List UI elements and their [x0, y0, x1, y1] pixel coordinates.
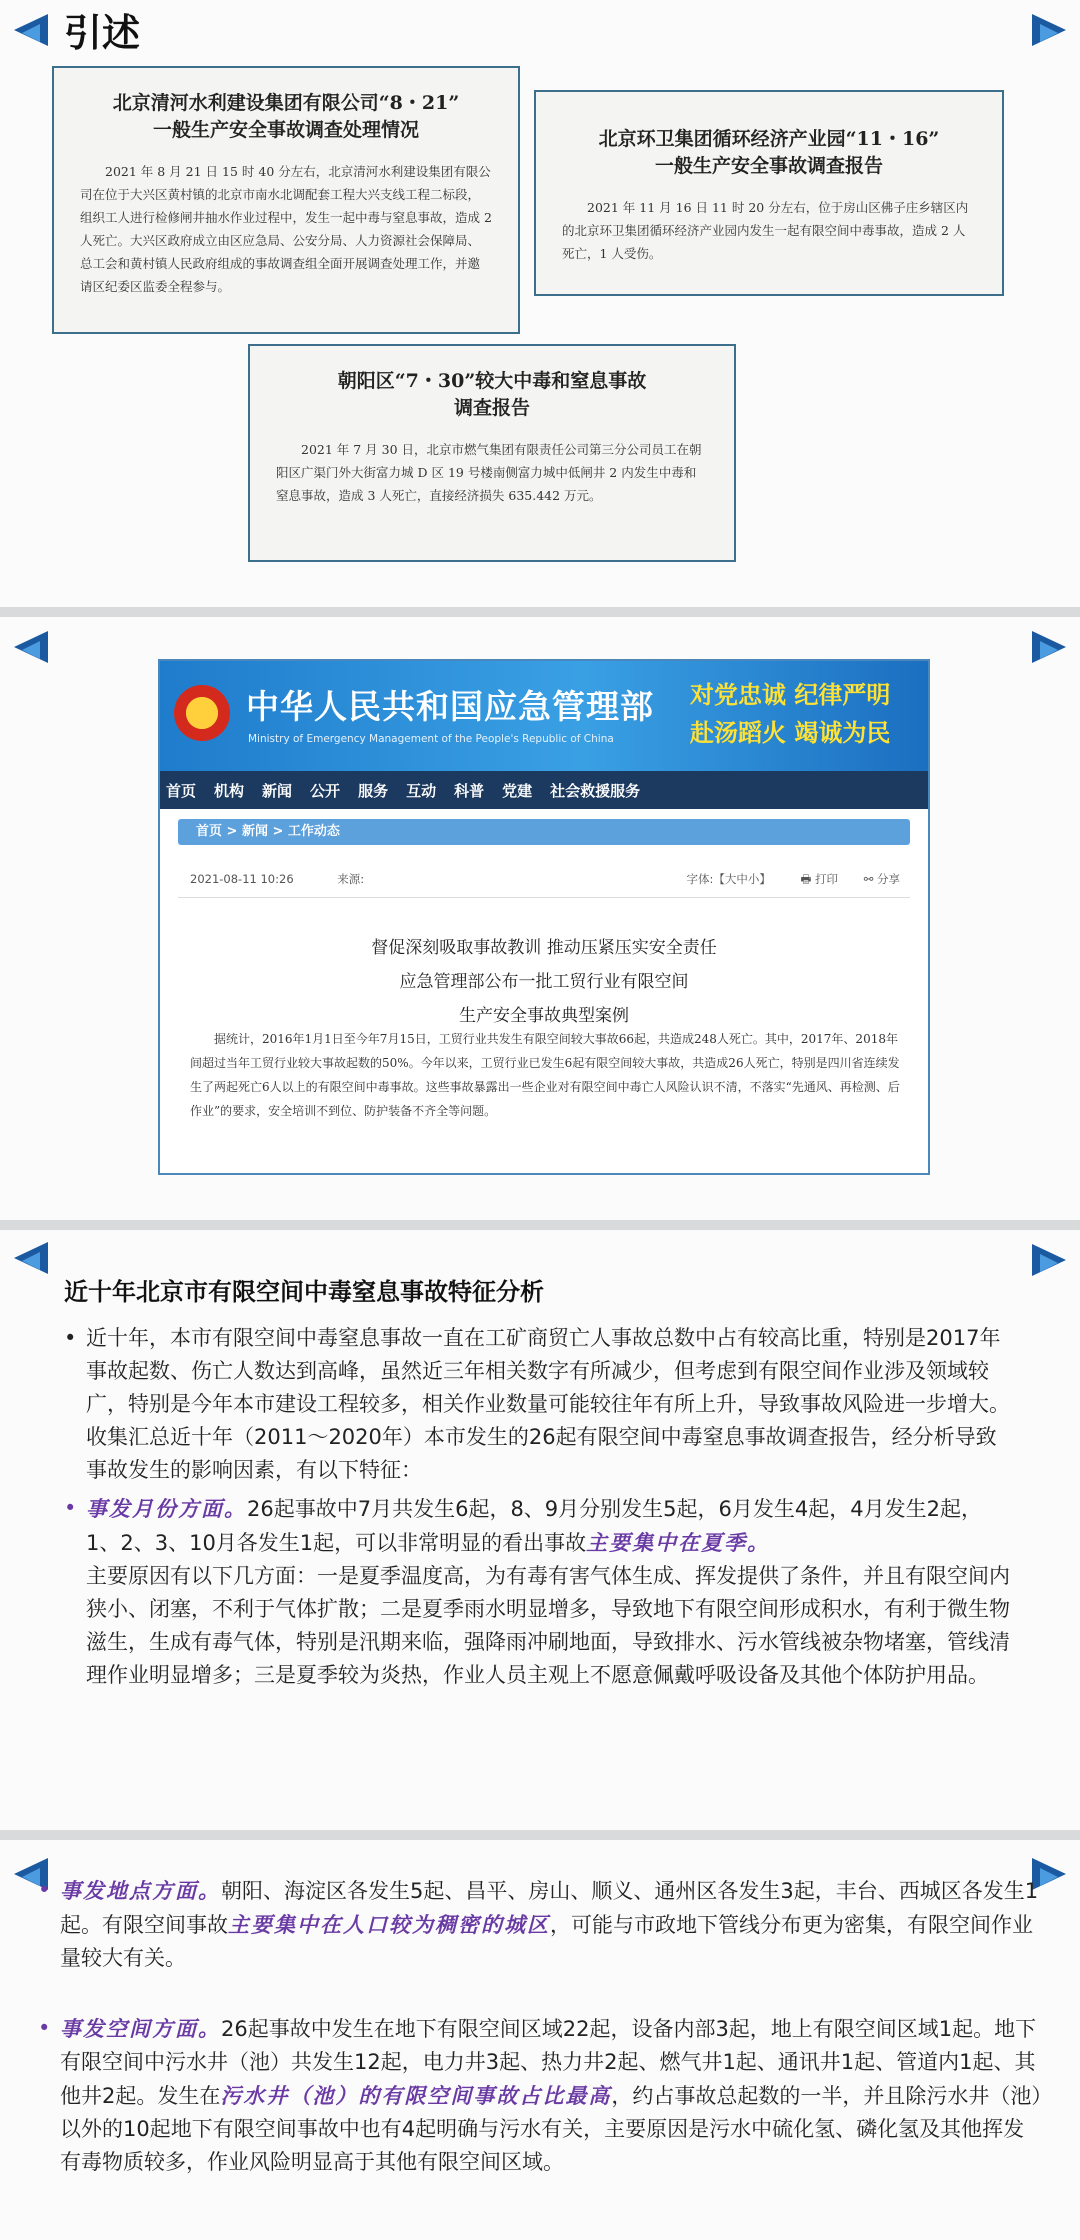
slogan-line-1: 对党忠诚 纪律严明 — [690, 680, 891, 709]
nav-item[interactable]: 首页 — [166, 781, 197, 800]
highlight-text: 污水井（池）的有限空间事故占比最高 — [220, 2083, 612, 2108]
print-link[interactable]: 打印 — [815, 872, 839, 886]
font-size-control[interactable]: 字体:【大中小】 — [686, 872, 771, 886]
case-card-qinghe — [52, 66, 520, 334]
slogan-line-2: 赴汤蹈火 竭诚为民 — [690, 718, 891, 747]
article-title-line-1: 督促深刻吸取事故教训 推动压紧压实安全责任 — [371, 938, 717, 958]
slide-title: 引述 — [64, 11, 141, 55]
case-card-chaoyang — [248, 344, 736, 562]
source-label: 来源: — [337, 872, 365, 886]
article-meta — [190, 871, 900, 887]
arrow-right-icon — [1032, 631, 1066, 663]
nav-item[interactable]: 党建 — [502, 781, 533, 800]
breadcrumb[interactable]: 首页 > 新闻 > 工作动态 — [178, 819, 910, 845]
location-paragraph: • 事发地点方面。朝阳、海淀区各发生5起、昌平、房山、顺义、通州区各发生3起，丰台、西城区各发生1起。有限空间事故主要集中在人口较为稠密的城区，可能与市政地下管线分布更为密集，有限空间作业量较大有关。 — [60, 1874, 1045, 1975]
arrow-left-icon — [14, 631, 48, 663]
space-paragraph: • 事发空间方面。26起事故中发生在地下有限空间区域22起，设备内部3起，地上有限空间区域1起。地下有限空间中污水井（池）共发生12起，电力井3起、热力井2起、燃气井1起、通讯井1起、管道内1起、其他井2起。发生在污水井（池）的有限空间事故占比最高，约占事故总起数的一半，并且除污水井（池）以外的10起地下有限空间事故中也有4起明确与污水有关，主要原因是污水中硫化氢、磷化氢及其他挥发有毒物质较多，作业风险明显高于其他有限空间区域。 — [60, 2012, 1045, 2179]
nav-item[interactable]: 机构 — [214, 781, 245, 800]
share-icon[interactable]: ⚯ — [863, 872, 874, 886]
nav-item[interactable]: 社会救援服务 — [550, 781, 641, 800]
article-title-line-2: 应急管理部公布一批工贸行业有限空间 — [399, 972, 689, 992]
nav-item[interactable]: 科普 — [454, 781, 485, 800]
webpage-screenshot — [158, 659, 930, 1175]
case-card-huanwei — [534, 90, 1004, 296]
arrow-right-icon — [1032, 14, 1066, 46]
card-body: 2021 年 11 月 16 日 11 时 20 分左右，位于房山区佛子庄乡辖区内的北京环卫集团循环经济产业园内发生一起有限空间中毒事故，造成 2 人死亡，1 人受伤。 — [562, 200, 969, 261]
slide-analysis-continued — [0, 1840, 1080, 2240]
site-nav — [160, 771, 928, 809]
publish-date: 2021-08-11 10:26 — [190, 872, 294, 886]
arrow-left-icon — [14, 14, 48, 46]
article-title-line-3: 生产安全事故典型案例 — [459, 1006, 629, 1026]
highlight-text: 主要集中在人口较为稠密的城区 — [228, 1912, 550, 1937]
arrow-right-icon — [1032, 1244, 1066, 1276]
printer-icon[interactable]: 🖶 — [800, 872, 812, 886]
intro-paragraph: • 近十年，本市有限空间中毒窒息事故一直在工矿商贸亡人事故总数中占有较高比重，特别是2017年事故起数、伤亡人数达到高峰，虽然近三年相关数字有所减少，但考虑到有限空间作业涉及领域较广，特别是今年本市建设工程较多，相关作业数量可能较往年有所上升，导致事故风险进一步增大。收集汇总近十年（2011～2020年）本市发生的26起有限空间中毒窒息事故调查报告，经分析导致事故发生的影响因素，有以下特征： — [86, 1322, 1016, 1487]
article-body: 据统计，2016年1月1日至今年7月15日，工贸行业共发生有限空间较大事故66起，共造成248人死亡。其中，2017年、2018年间超过当年工贸行业较大事故起数的50%。今年以来，工贸行业已发生6起有限空间较大事故，共造成26人死亡，特别是四川省连续发生了两起死亡6人以上的有限空间中毒事故。这些事故暴露出一些企业对有限空间中毒亡人风险认识不清，不落实“先通风、再检测、后作业”的要求，安全培训不到位、防护装备不齐全等问题。 — [190, 1032, 900, 1118]
nav-item[interactable]: 公开 — [310, 781, 341, 800]
bullet-icon: • — [64, 1326, 77, 1350]
month-paragraph: • 事发月份方面。26起事故中7月共发生6起，8、9月分别发生5起，6月发生4起，4月发生2起，1、2、3、10月各发生1起，可以非常明显的看出事故主要集中在夏季。 主要原因有以下几方面：一是夏季温度高，为有毒有害气体生成、挥发提供了条件，并且有限空间内狭小、闭塞，不利于气体扩散；二是夏季雨水明显增多，导致地下有限空间形成积水，有利于微生物滋生，生成有毒气体，特别是汛期来临，强降雨冲刷地面，导致排水、污水管线被杂物堵塞，管线清理作业明显增多；三是夏季较为炎热，作业人员主观上不愿意佩戴呼吸设备及其他个体防护用品。 — [86, 1492, 1016, 1692]
site-subtitle: Ministry of Emergency Management of the People's Republic of China — [248, 733, 614, 745]
site-banner — [160, 661, 928, 771]
bullet-icon: • — [38, 2016, 51, 2040]
bullet-icon: • — [64, 1496, 77, 1520]
section-title: 近十年北京市有限空间中毒窒息事故特征分析 — [64, 1278, 544, 1306]
card-title: 北京清河水利建设集团有限公司“8・21” 一般生产安全事故调查处理情况 — [112, 92, 460, 141]
bullet-icon: • — [38, 1878, 51, 1902]
highlight-text: 主要集中在夏季。 — [586, 1530, 771, 1555]
nav-item[interactable]: 互动 — [406, 781, 437, 800]
site-title: 中华人民共和国应急管理部 — [246, 687, 654, 726]
nav-item[interactable]: 新闻 — [262, 781, 293, 800]
card-body: 2021 年 8 月 21 日 15 时 40 分左右，北京清河水利建设集团有限公司在位于大兴区黄村镇的北京市南水北调配套工程大兴支线工程二标段，组织工人进行检修闸井抽水作业过程中，发生一起中毒与窒息事故，造成 2 人死亡。大兴区政府成立由区应急局、公安分局、人力资源社会保障局、总工会和黄村镇人民政府组成的事故调查组全面开展调查处理工作，并邀请区纪委区监委全程参与。 — [80, 164, 492, 294]
share-link[interactable]: 分享 — [877, 872, 900, 886]
card-title: 北京环卫集团循环经济产业园“11・16” 一般生产安全事故调查报告 — [598, 128, 940, 177]
slide-ministry-news — [0, 617, 1080, 1220]
highlight-heading: 事发空间方面。 — [60, 2016, 221, 2041]
divider — [178, 897, 910, 898]
slide-analysis — [0, 1230, 1080, 1830]
national-emblem-icon — [174, 685, 230, 741]
slide-introduction — [0, 0, 1080, 607]
card-title: 朝阳区“7・30”较大中毒和窒息事故 调查报告 — [337, 370, 647, 419]
arrow-left-icon — [14, 1242, 48, 1274]
highlight-heading: 事发月份方面。 — [86, 1496, 247, 1521]
nav-item[interactable]: 服务 — [358, 781, 389, 800]
card-body: 2021 年 7 月 30 日，北京市燃气集团有限责任公司第三分公司员工在朝阳区广渠门外大街富力城 D 区 19 号楼南侧富力城中低闸井 2 内发生中毒和窒息事故，造成 3 人死亡，直接经济损失 635.442 万元。 — [276, 442, 702, 503]
article-tools — [687, 871, 901, 891]
highlight-heading: 事发地点方面。 — [60, 1878, 221, 1903]
